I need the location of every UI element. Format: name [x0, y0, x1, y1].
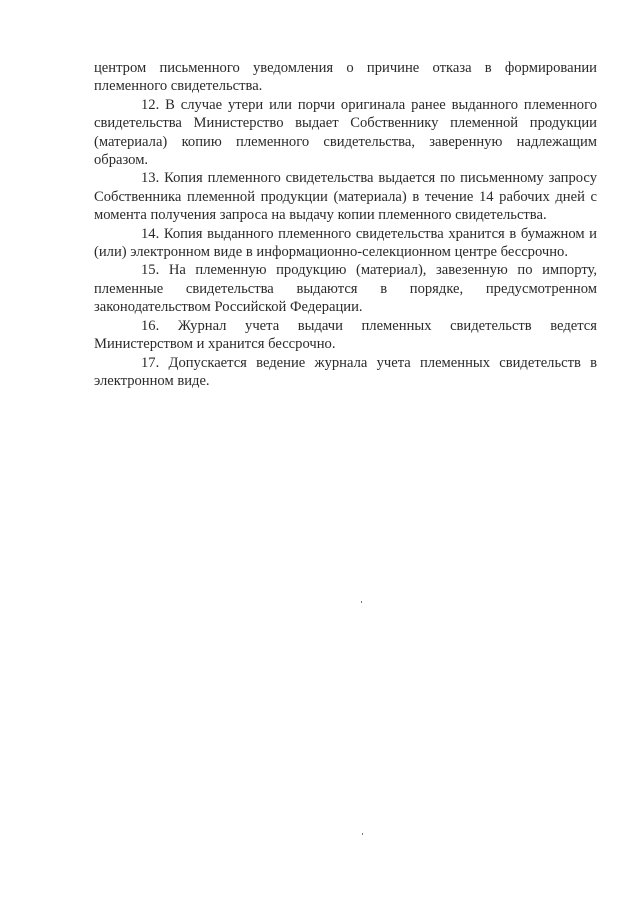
- paragraph-16: 16. Журнал учета выдачи племенных свидетельств ведется Министерством и хранится бессрочно.: [94, 317, 597, 353]
- scan-speck: [362, 833, 363, 835]
- document-body: [94, 59, 597, 390]
- paragraph-13: 13. Копия племенного свидетельства выдается по письменному запросу Собственника племенной продукции (материала) в течение 14 рабочих дней с момента получения запроса на выдачу копии племенного свидетельства.: [94, 170, 597, 224]
- scan-speck: [361, 601, 362, 603]
- paragraph-17: 17. Допускается ведение журнала учета племенных свидетельств в электронном виде.: [94, 354, 597, 389]
- paragraph-15: 15. На племенную продукцию (материал), завезенную по импорту, племенные свидетельства выдаются в порядке, предусмотренном законодательством Российской Федерации.: [94, 262, 597, 316]
- paragraph-14: 14. Копия выданного племенного свидетельства хранится в бумажном и (или) электронном виде в информационно-селекционном центре бессрочно.: [94, 225, 597, 261]
- paragraph-12: 12. В случае утери или порчи оригинала ранее выданного племенного свидетельства Министерство выдает Собственнику племенной продукции (материала) копию племенного свидетельства, заверенную надлежащим образом.: [94, 96, 597, 169]
- paragraph-continuation: центром письменного уведомления о причине отказа в формировании племенного свидетельства.: [94, 60, 597, 95]
